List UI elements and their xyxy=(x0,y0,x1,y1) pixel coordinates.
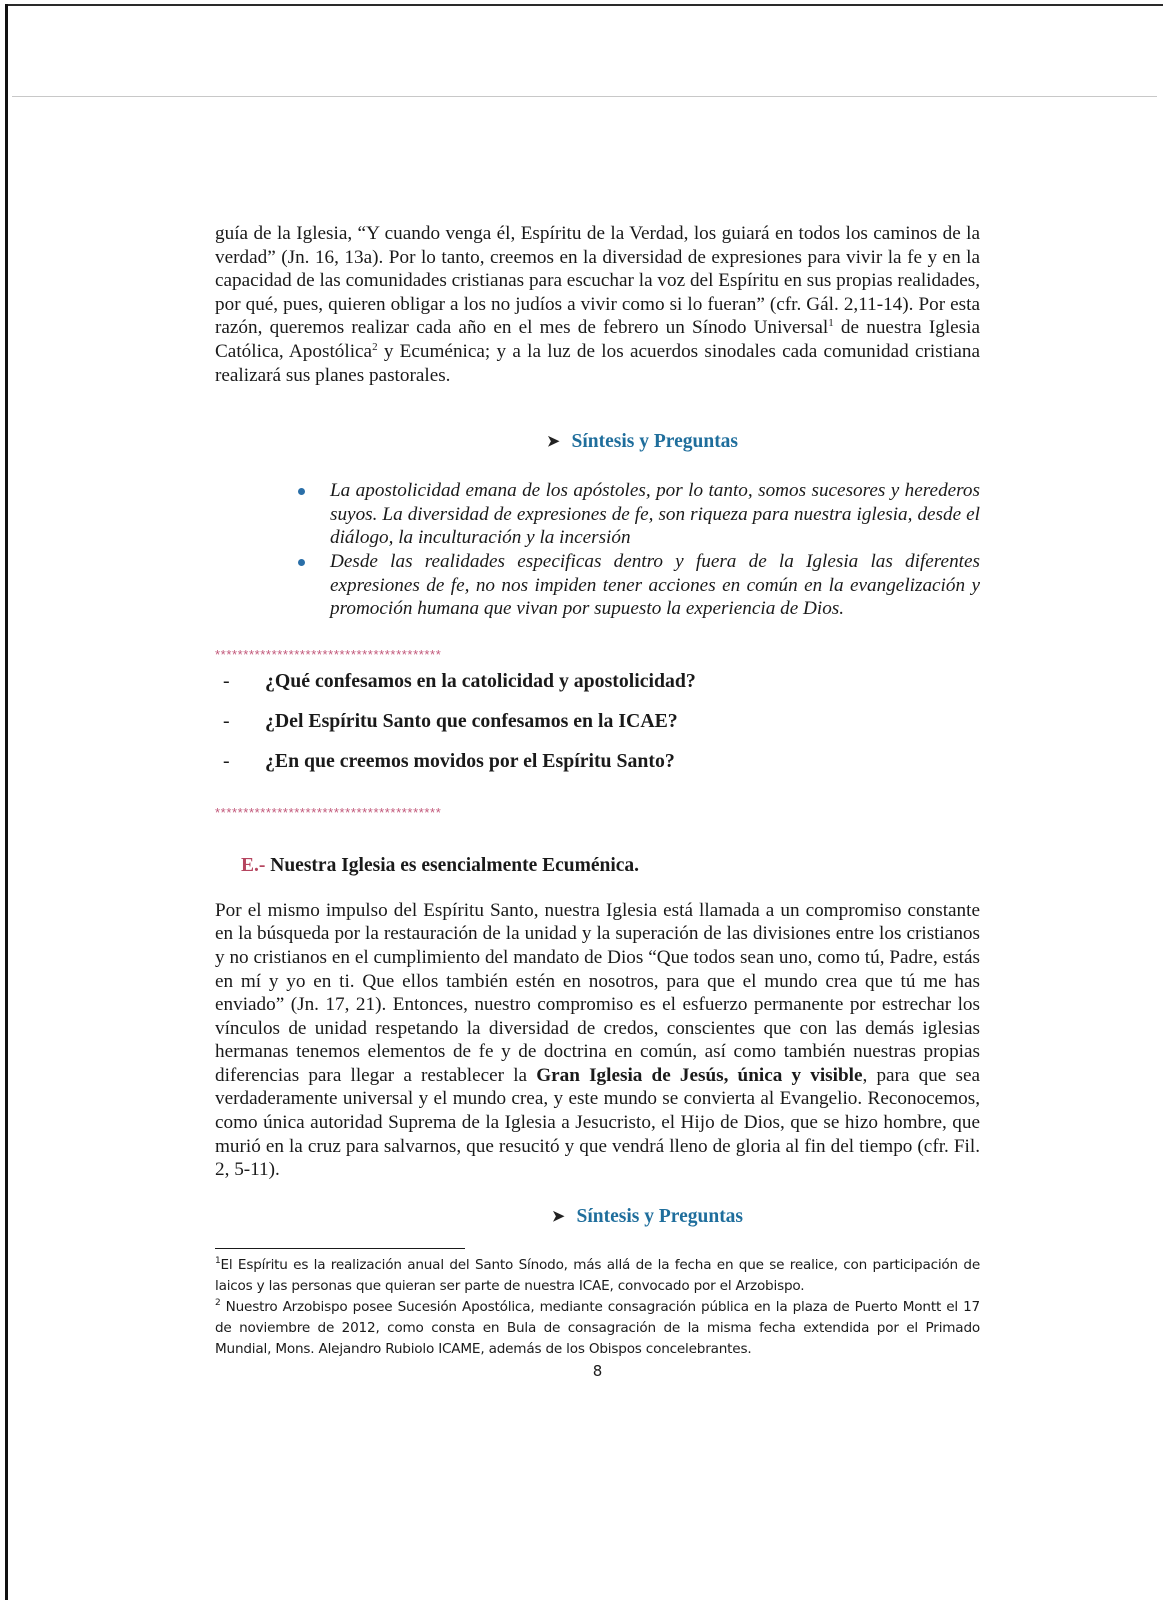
bullet-dot-icon xyxy=(298,559,305,566)
section-e-text-1: Por el mismo impulso del Espíritu Santo, nuestra Iglesia está llamada a un compromiso constante en la búsqueda por la restauración de la unidad y la superación de las divisiones entre los cristianos y no cristianos en el cumplimiento del mandato de Dios “Que todos sean uno, como tú, Padre, estás en mí y yo en ti. Que ellos también estén en nosotros, para que el mundo crea que tú me has enviado” (Jn. 17, 21). Entonces, nuestro compromiso es el esfuerzo permanente por estrechar los vínculos de unidad respetando la diversidad de credos, conscientes que con las demás iglesias hermanas tenemos elementos de fe y de doctrina en común, así como también nuestras propias diferencias para llegar a restablecer la xyxy=(215,899,980,1086)
question-text: ¿Del Espíritu Santo que confesamos en la ICAE? xyxy=(265,709,678,732)
page-number: 8 xyxy=(592,1362,603,1381)
scan-header-line xyxy=(12,96,1157,97)
section-e-bold-phrase: Gran Iglesia de Jesús, única y visible xyxy=(536,1064,863,1086)
section-e-title: Nuestra Iglesia es esencialmente Ecuménica. xyxy=(265,854,640,876)
footnote-text: El Espíritu es la realización anual del Santo Sínodo, más allá de la fecha en que se realice, con participación de laicos y las personas que quieran ser parte de nuestra ICAE, convocado por el Arzobispo. xyxy=(215,1257,980,1295)
intro-text-3: y Ecuménica; y a la luz de los acuerdos sinodales cada comunidad cristiana realizará sus planes pastorales. xyxy=(215,340,980,386)
arrow-right-icon: ➤ xyxy=(551,1208,565,1225)
synthesis-bullet-item xyxy=(330,479,980,550)
question-list xyxy=(215,669,980,789)
bullet-text: La apostolicidad emana de los apóstoles, por lo tanto, somos sucesores y herederos suyos. La diversidad de expresiones de fe, son riqueza para nuestra iglesia, desde el diálogo, la inculturación y la incersión xyxy=(330,480,980,549)
synthesis-heading-2 xyxy=(215,1206,980,1228)
question-item xyxy=(215,749,980,789)
scan-border-top xyxy=(6,4,1163,6)
intro-text-2: de nuestra Iglesia Católica, Apostólica xyxy=(215,317,980,362)
footnote-ref-1[interactable]: 1 xyxy=(828,317,834,330)
bullet-text: Desde las realidades especificas dentro y fuera de la Iglesia las diferentes expresiones de fe, no nos impiden tener acciones en común en la evangelización y promoción humana que vivan por supuesto la experiencia de Dios. xyxy=(330,550,980,620)
question-text: ¿En que creemos movidos por el Espíritu Santo? xyxy=(265,749,675,772)
document-page xyxy=(215,222,980,1380)
section-e-text-2: , para que sea verdaderamente universal y el mundo crea, y este mundo se convierta al Evangelio. Reconocemos, como única autoridad Suprema de la Iglesia a Jesucristo, el Hijo de Dios, que se hizo hombre, que murió en la cruz para salvarnos, que resucitó y que vendrá lleno de gloria al fin del tiempo (cfr. Fil. 2, 5-11). xyxy=(215,1064,980,1181)
dash-marker: - xyxy=(223,709,230,732)
synthesis-heading-2-text: Síntesis y Preguntas xyxy=(576,1205,744,1227)
separator-stars-bottom: **************************************** xyxy=(215,804,442,820)
section-e-heading xyxy=(215,855,980,877)
arrow-right-icon: ➤ xyxy=(546,434,560,451)
footnote-text: Nuestro Arzobispo posee Sucesión Apostólica, mediante consagración pública en la plaza de Puerto Montt el 17 de noviembre de 2012, como consta en Bula de consagración de la misma fecha extendida por el Primado Mundial, Mons. Alejandro Rubiolo ICAME, además de los Obispos concelebrantes. xyxy=(215,1299,980,1358)
bullet-dot-icon xyxy=(298,488,305,495)
separator-stars-top: **************************************** xyxy=(215,646,442,662)
synthesis-heading-1-text: Síntesis y Preguntas xyxy=(571,431,739,453)
question-item xyxy=(215,709,980,749)
intro-paragraph xyxy=(215,222,980,387)
question-item xyxy=(215,669,980,709)
footnote-marker: 2 xyxy=(215,1298,221,1309)
scan-border-left xyxy=(5,4,8,1600)
dash-marker: - xyxy=(223,749,230,772)
footnote-ref-2[interactable]: 2 xyxy=(372,340,378,353)
synthesis-bullet-item xyxy=(330,550,980,621)
footnote-1 xyxy=(215,1255,980,1297)
synthesis-heading-1 xyxy=(215,431,980,453)
footnotes xyxy=(215,1255,980,1360)
dash-marker: - xyxy=(223,669,230,692)
footnote-2 xyxy=(215,1297,980,1360)
question-text: ¿Qué confesamos en la catolicidad y apostolicidad? xyxy=(265,669,696,692)
section-e-body xyxy=(215,899,980,1182)
footnote-marker: 1 xyxy=(215,1256,221,1267)
synthesis-bullet-list xyxy=(215,479,980,621)
section-e-label: E.- xyxy=(241,854,266,876)
intro-text-1: guía de la Iglesia, “Y cuando venga él, Espíritu de la Verdad, los guiará en todos los caminos de la verdad” (Jn. 16, 13a). Por lo tanto, creemos en la diversidad de expresiones para vivir la fe y en la capacidad de las comunidades cristianas para escuchar la voz del Espíritu en sus propias realidades, por qué, pues, quieren obligar a los no judíos a vivir como si lo fueran” (cfr. Gál. 2,11-14). Por esta razón, queremos realizar cada año en el mes de febrero un Sínodo Universal xyxy=(215,223,980,339)
